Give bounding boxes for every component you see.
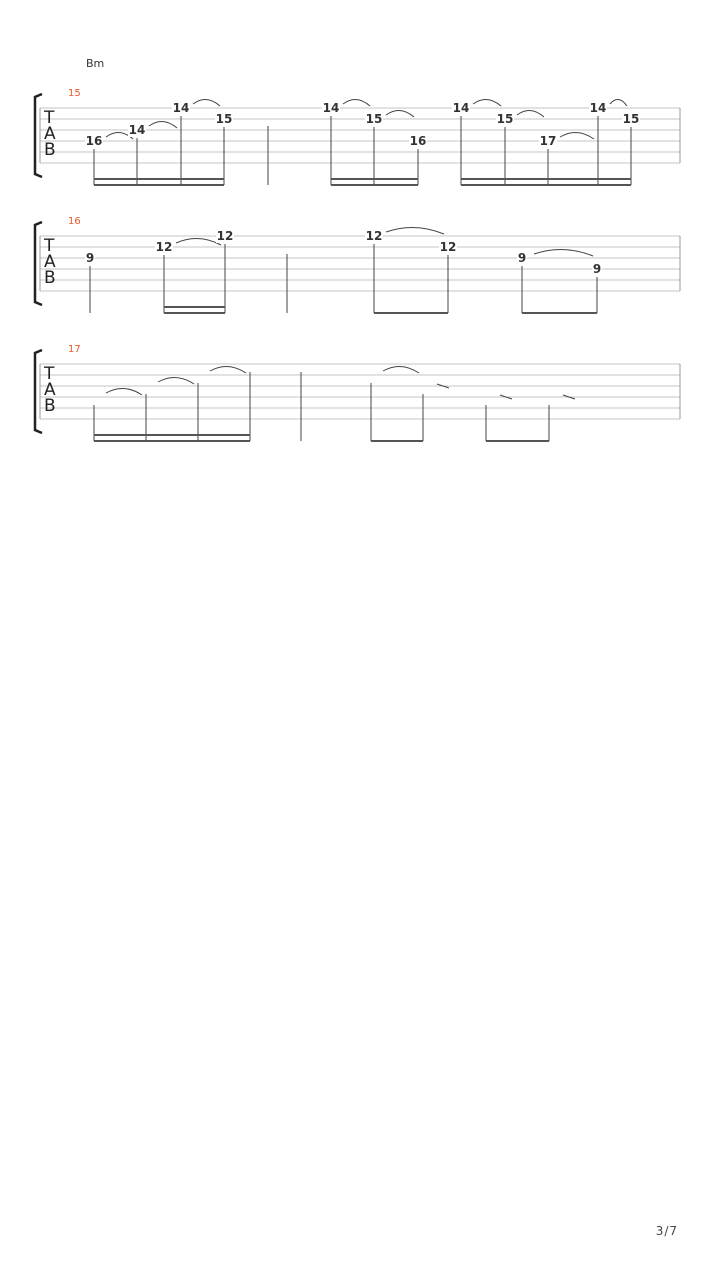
slur (386, 227, 444, 234)
fret-number: 14 (589, 101, 607, 115)
slur (106, 388, 142, 395)
fret-number: 14 (128, 123, 146, 137)
tab-clef-letter: B (44, 396, 56, 416)
tab-clef-letter: T (44, 364, 55, 384)
system-bracket (35, 94, 42, 177)
fret-number: 14 (322, 101, 340, 115)
fret-number: 12 (216, 229, 234, 243)
measure-number: 17 (68, 344, 81, 355)
tab-clef-letter: A (44, 252, 56, 272)
slur (383, 366, 419, 373)
slur (158, 377, 194, 384)
fret-number: 9 (592, 262, 602, 276)
slur (210, 366, 246, 373)
fret-number: 12 (439, 240, 457, 254)
page-number: 3/7 (655, 1224, 678, 1238)
slur (343, 99, 370, 106)
tab-clef-letter: A (44, 124, 56, 144)
slur (534, 249, 593, 256)
slur (560, 132, 594, 139)
fret-number: 12 (365, 229, 383, 243)
measure-number: 16 (68, 216, 81, 227)
tab-clef-letter: B (44, 140, 56, 160)
fret-number: 16 (409, 134, 427, 148)
fret-number: 15 (365, 112, 383, 126)
fret-number: 14 (452, 101, 470, 115)
fret-number: 15 (496, 112, 514, 126)
system-bracket (35, 350, 42, 433)
fret-number: 16 (85, 134, 103, 148)
fret-number: 12 (155, 240, 173, 254)
system-bracket (35, 222, 42, 305)
slur (517, 110, 544, 117)
tab-system (35, 344, 680, 441)
slur (610, 99, 627, 106)
slur (386, 110, 414, 117)
tab-clef-letter: T (44, 108, 55, 128)
fret-number: 15 (215, 112, 233, 126)
tab-clef-letter: A (44, 380, 56, 400)
tab-clef-letter: T (44, 236, 55, 256)
fret-number: 15 (622, 112, 640, 126)
measure-number: 15 (68, 88, 81, 99)
slur (193, 99, 220, 106)
chord-label: Bm (86, 57, 105, 70)
slur (176, 238, 221, 245)
tab-system (35, 216, 680, 313)
fret-number: 14 (172, 101, 190, 115)
fret-number: 17 (539, 134, 557, 148)
fret-number: 9 (85, 251, 95, 265)
tab-clef-letter: B (44, 268, 56, 288)
fret-number: 9 (517, 251, 527, 265)
tab-system (35, 88, 680, 185)
slur (473, 99, 501, 106)
slur (149, 121, 177, 128)
